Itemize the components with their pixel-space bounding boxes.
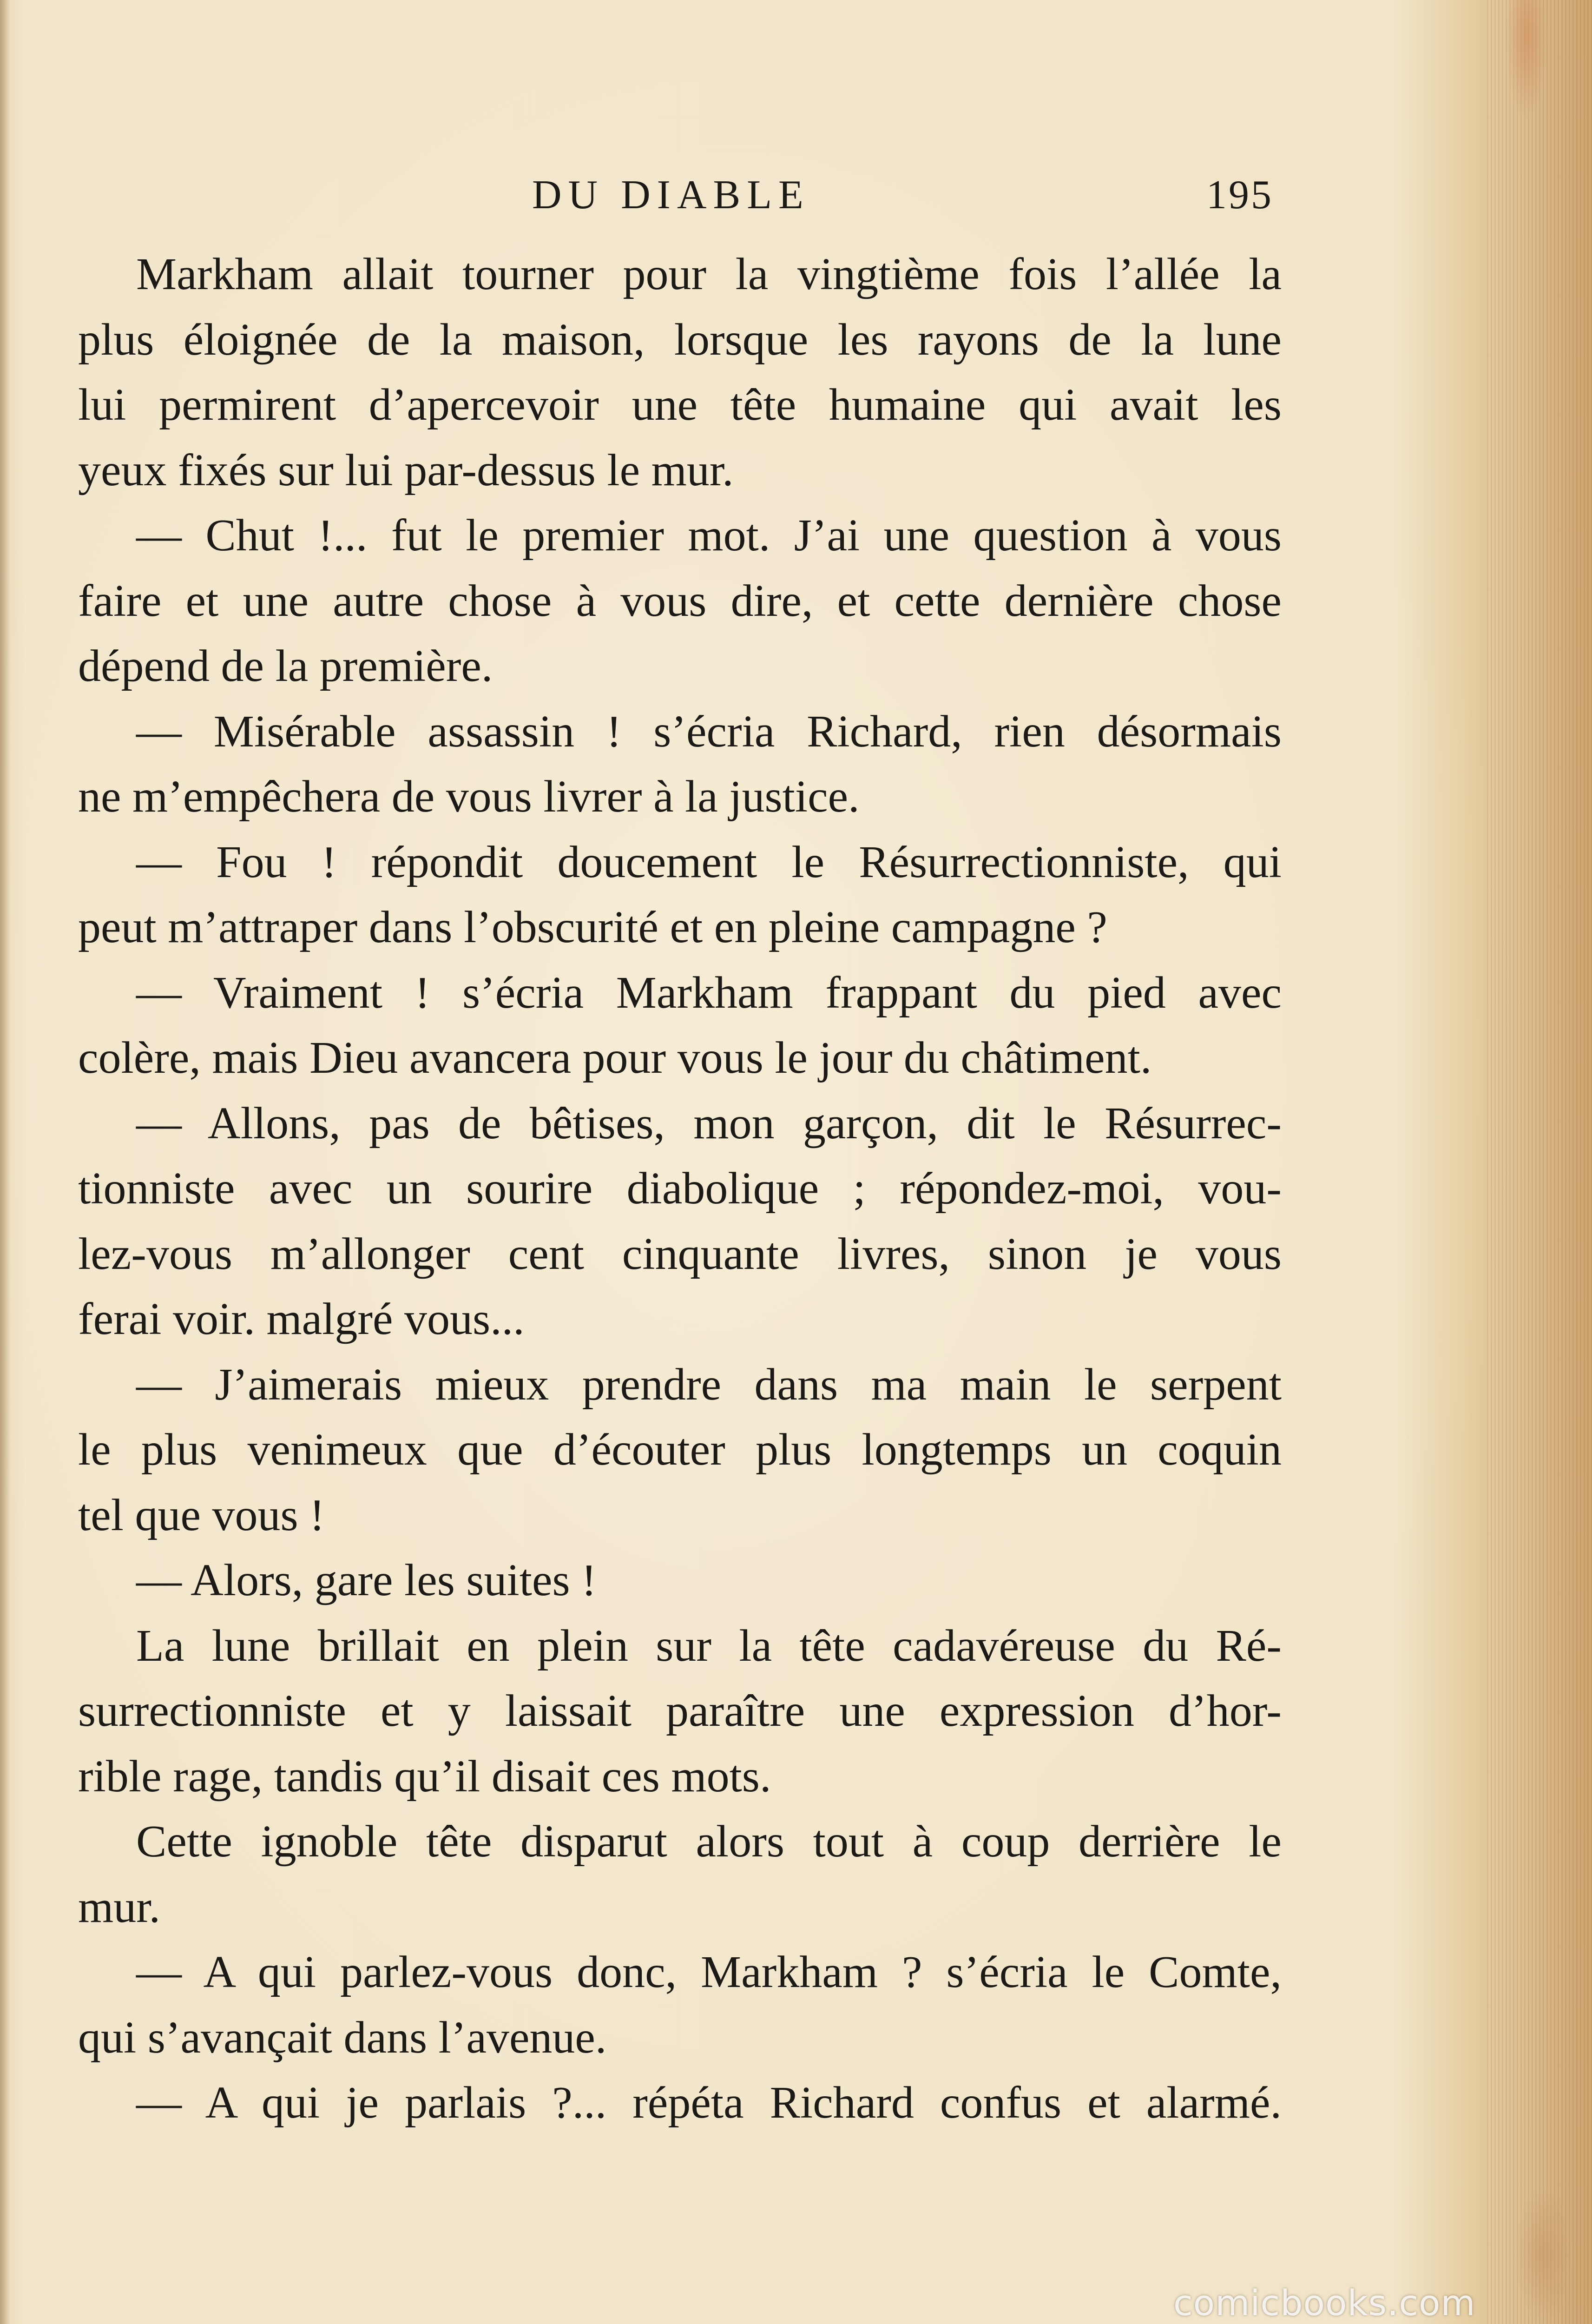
text-line: — A qui je parlais ?... répéta Richard confus et alarmé. [136, 2078, 1282, 2128]
text-line: lui permirent d’apercevoir une tête humaine qui avait les [78, 380, 1282, 430]
text-line: lez-vous m’allonger cent cinquante livres, sinon je vous [78, 1228, 1282, 1279]
text-line: colère, mais Dieu avancera pour vous le jour du châtiment. [78, 1033, 1152, 1083]
text-line: surrectionniste et y laissait paraître une expression d’hor- [78, 1686, 1282, 1736]
foxing-stain-top [1506, 0, 1547, 121]
body-text [78, 242, 1282, 2136]
page-number: 195 [1206, 172, 1273, 218]
text-line: — J’aimerais mieux prendre dans ma main le serpent [136, 1359, 1282, 1410]
text-line: plus éloignée de la maison, lorsque les rayons de la lune [78, 314, 1282, 365]
watermark: comicbooks.com [1173, 2282, 1476, 2324]
text-line: ferai voir. malgré vous... [78, 1294, 525, 1344]
text-line: faire et une autre chose à vous dire, et cette dernière chose [78, 575, 1282, 626]
text-line: yeux fixés sur lui par-dessus le mur. [78, 445, 734, 495]
text-line: Cette ignoble tête disparut alors tout à coup derrière le [136, 1816, 1282, 1867]
text-line: — Fou ! répondit doucement le Résurrectionniste, qui [136, 837, 1282, 887]
text-line: mur. [78, 1882, 160, 1932]
text-line: tel que vous ! [78, 1490, 325, 1540]
text-line: ne m’empêchera de vous livrer à la justice. [78, 772, 860, 822]
text-line: qui s’avançait dans l’avenue. [78, 2012, 607, 2063]
text-line: — A qui parlez-vous donc, Markham ? s’écria le Comte, [136, 1947, 1282, 1997]
text-line: tionniste avec un sourire diabolique ; répondez-moi, vou- [78, 1163, 1282, 1214]
text-line: peut m’attraper dans l’obscurité et en pleine campagne ? [78, 902, 1107, 952]
page-edge-stain [1487, 0, 1592, 2324]
text-line: rible rage, tandis qu’il disait ces mots. [78, 1751, 771, 1802]
page-header [74, 160, 1273, 230]
text-line: Markham allait tourner pour la vingtième fois l’allée la [136, 249, 1282, 299]
text-line: dépend de la première. [78, 641, 493, 691]
text-line: La lune brillait en plein sur la tête cadavéreuse du Ré- [136, 1620, 1282, 1671]
text-line: — Misérable assassin ! s’écria Richard, rien désormais [136, 706, 1282, 757]
text-line: — Alors, gare les suites ! [136, 1555, 597, 1605]
foxing-stain-bottom [1515, 2185, 1571, 2324]
text-line: — Allons, pas de bêtises, mon garçon, dit le Résurrec- [136, 1098, 1282, 1149]
text-line: le plus venimeux que d’écouter plus longtemps un coquin [78, 1425, 1282, 1475]
gutter-shadow [0, 0, 10, 2324]
running-head: DU DIABLE [532, 172, 810, 218]
text-line: — Chut !... fut le premier mot. J’ai une question à vous [136, 510, 1282, 561]
text-line: — Vraiment ! s’écria Markham frappant du pied avec [136, 967, 1282, 1018]
